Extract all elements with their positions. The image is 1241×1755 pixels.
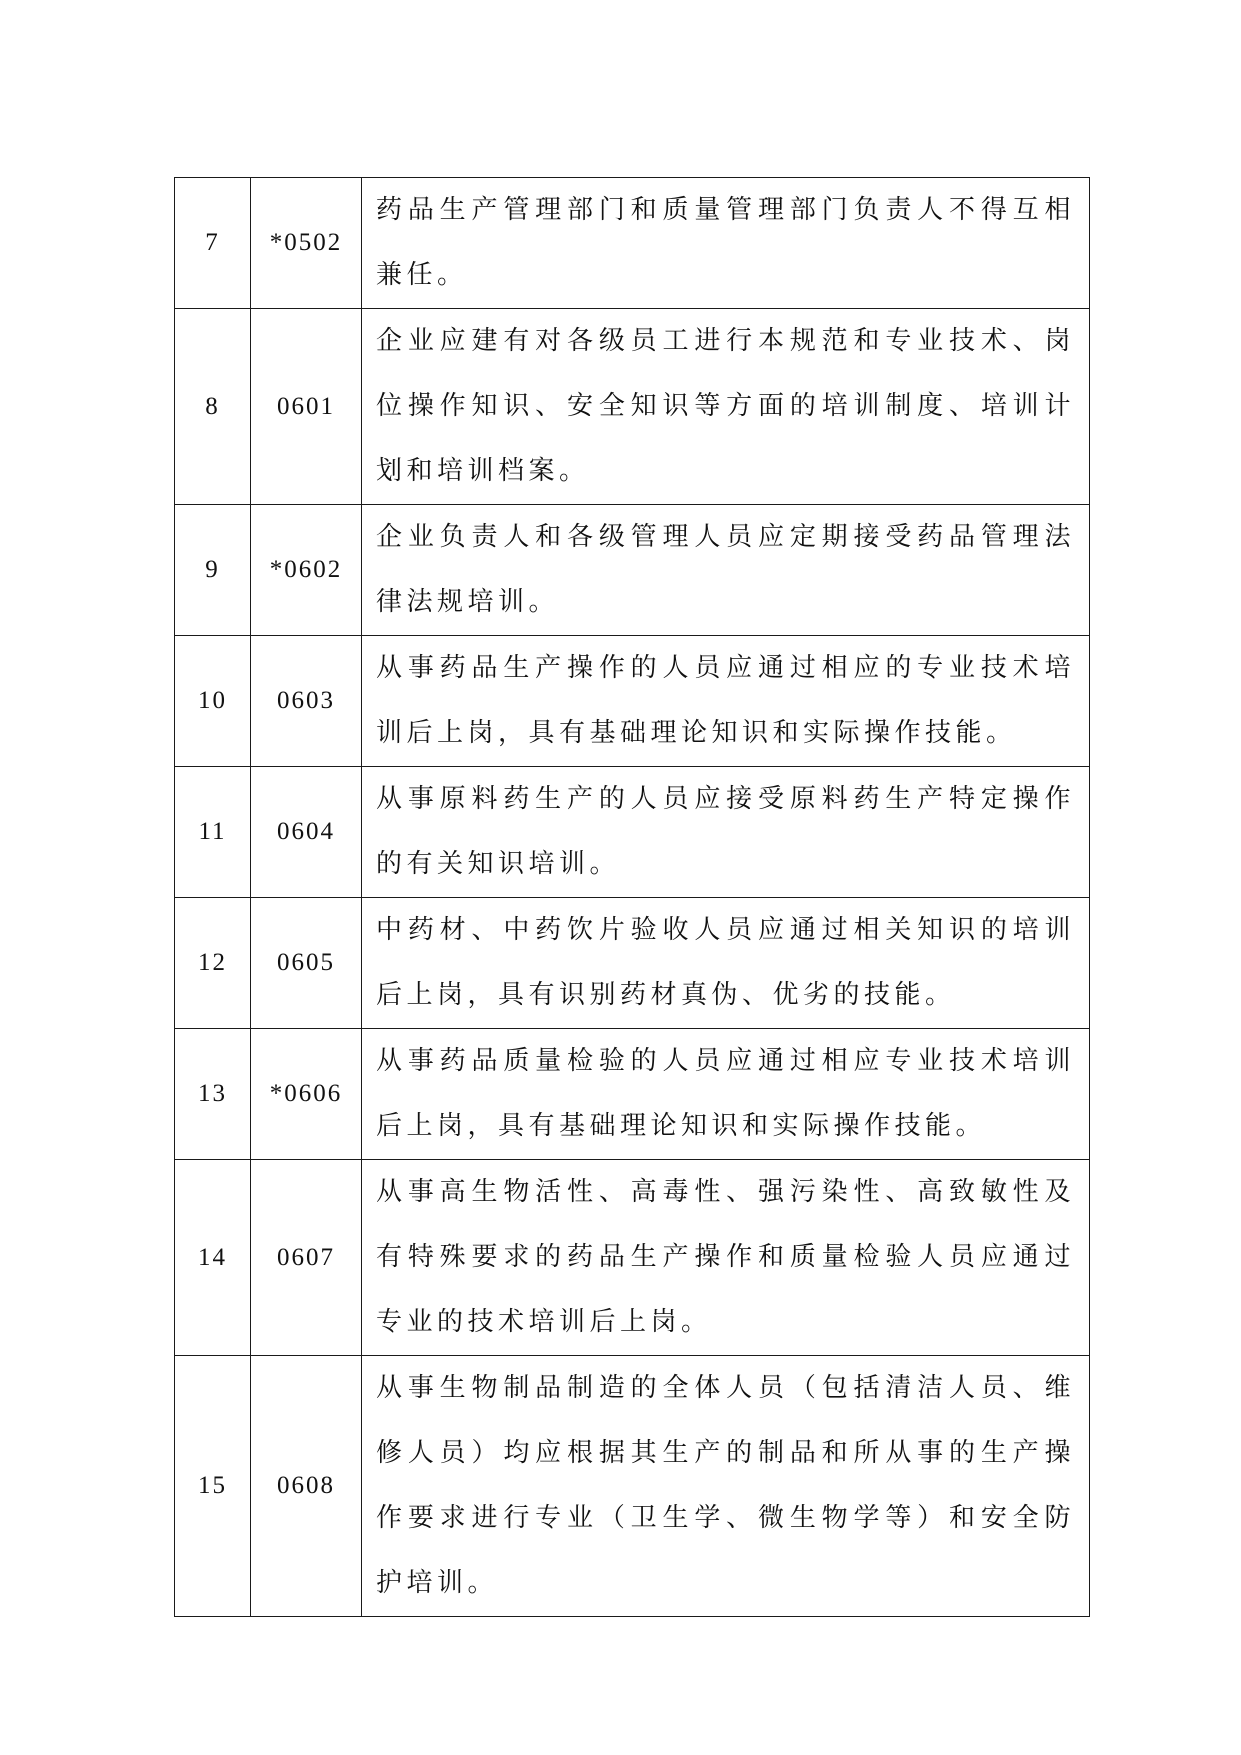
item-code: 0603: [251, 636, 362, 767]
item-requirement: 从事生物制品制造的全体人员（包括清洁人员、维修人员）均应根据其生产的制品和所从事的生产操作要求进行专业（卫生学、微生物学等）和安全防护培训。: [362, 1356, 1090, 1617]
item-code: 0605: [251, 898, 362, 1029]
item-code: 0607: [251, 1160, 362, 1356]
item-requirement: 从事药品质量检验的人员应通过相应专业技术培训后上岗，具有基础理论知识和实际操作技能。: [362, 1029, 1090, 1160]
table-row: [175, 178, 1090, 309]
row-number: 14: [175, 1160, 251, 1356]
item-requirement: 药品生产管理部门和质量管理部门负责人不得互相兼任。: [362, 178, 1090, 309]
item-code: *0606: [251, 1029, 362, 1160]
item-requirement: 企业应建有对各级员工进行本规范和专业技术、岗位操作知识、安全知识等方面的培训制度、培训计划和培训档案。: [362, 309, 1090, 505]
item-code: 0608: [251, 1356, 362, 1617]
row-number: 9: [175, 505, 251, 636]
table-row: [175, 636, 1090, 767]
table-row: [175, 309, 1090, 505]
item-code: 0604: [251, 767, 362, 898]
table-row: [175, 898, 1090, 1029]
row-number: 10: [175, 636, 251, 767]
row-number: 15: [175, 1356, 251, 1617]
table-row: [175, 1160, 1090, 1356]
inspection-items-table: [174, 177, 1090, 1617]
item-code: *0502: [251, 178, 362, 309]
row-number: 7: [175, 178, 251, 309]
table-row: [175, 767, 1090, 898]
item-code: 0601: [251, 309, 362, 505]
table-row: [175, 1029, 1090, 1160]
row-number: 8: [175, 309, 251, 505]
row-number: 12: [175, 898, 251, 1029]
item-requirement: 从事药品生产操作的人员应通过相应的专业技术培训后上岗，具有基础理论知识和实际操作技能。: [362, 636, 1090, 767]
item-requirement: 中药材、中药饮片验收人员应通过相关知识的培训后上岗，具有识别药材真伪、优劣的技能。: [362, 898, 1090, 1029]
row-number: 11: [175, 767, 251, 898]
table-row: [175, 1356, 1090, 1617]
row-number: 13: [175, 1029, 251, 1160]
item-requirement: 企业负责人和各级管理人员应定期接受药品管理法律法规培训。: [362, 505, 1090, 636]
item-code: *0602: [251, 505, 362, 636]
table-row: [175, 505, 1090, 636]
item-requirement: 从事高生物活性、高毒性、强污染性、高致敏性及有特殊要求的药品生产操作和质量检验人员应通过专业的技术培训后上岗。: [362, 1160, 1090, 1356]
item-requirement: 从事原料药生产的人员应接受原料药生产特定操作的有关知识培训。: [362, 767, 1090, 898]
